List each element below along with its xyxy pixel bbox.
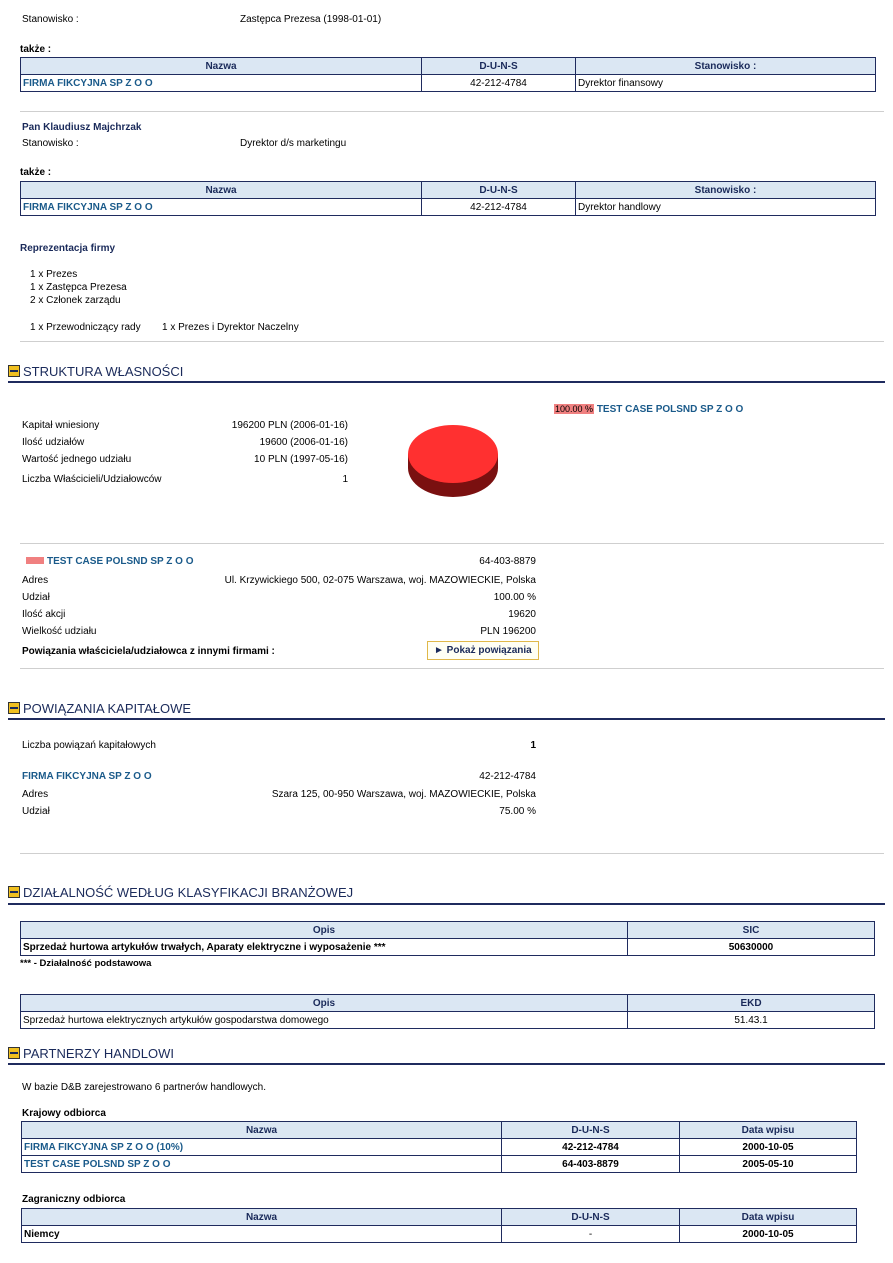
col-header-duns: D-U-N-S — [422, 58, 576, 75]
company-link[interactable]: FIRMA FIKCYJNA SP Z O O — [21, 75, 422, 92]
legend-company-link[interactable]: TEST CASE POLSND SP Z O O — [596, 404, 744, 415]
table-header-row — [22, 1209, 857, 1226]
detail-label: Udział — [22, 592, 50, 603]
col-header-name: Nazwa — [22, 1122, 502, 1139]
duns-cell: 42-212-4784 — [502, 1139, 680, 1156]
date-cell: 2005-05-10 — [680, 1156, 857, 1173]
section-title-text: POWIĄZANIA KAPITAŁOWE — [23, 701, 192, 716]
partners-intro: W bazie D&B zarejestrowano 6 partnerów handlowych. — [22, 1082, 267, 1093]
detail-value: 75.00 % — [499, 806, 536, 817]
col-header-position: Stanowisko : — [576, 58, 876, 75]
divider — [20, 543, 884, 544]
table-row — [21, 199, 876, 216]
section-industry-title[interactable] — [8, 885, 353, 900]
duns-cell: - — [502, 1226, 680, 1243]
col-header-duns: D-U-N-S — [422, 182, 576, 199]
capital-count-label: Liczba powiązań kapitałowych — [22, 740, 156, 751]
company-link[interactable]: FIRMA FIKCYJNA SP Z O O — [21, 199, 422, 216]
section-title-text: DZIAŁALNOŚĆ WEDŁUG KLASYFIKACJI BRANŻOWEJ — [23, 885, 354, 900]
representation-line: 1 x Przewodniczący rady — [30, 322, 141, 333]
table-row — [21, 1012, 875, 1029]
table-header-row — [22, 1122, 857, 1139]
table-row — [22, 1139, 857, 1156]
representation-line: 1 x Prezes i Dyrektor Naczelny — [162, 322, 299, 333]
col-header-duns: D-U-N-S — [502, 1122, 680, 1139]
capital-duns: 42-212-4784 — [479, 771, 536, 782]
legend-pct: 100.00 % — [555, 404, 594, 414]
col-header-date: Data wpisu — [680, 1209, 857, 1226]
description-cell: Sprzedaż hurtowa artykułów trwałych, Aparaty elektryczne i wyposażenie *** — [21, 939, 628, 956]
owner-duns: 64-403-8879 — [479, 556, 536, 567]
section-underline — [8, 1063, 885, 1065]
person2-also-label: także : — [20, 167, 52, 178]
person1-also-label: także : — [20, 44, 52, 55]
person2-name: Pan Klaudiusz Majchrzak — [22, 122, 142, 133]
duns-cell: 42-212-4784 — [422, 199, 576, 216]
col-header-description: Opis — [21, 995, 628, 1012]
date-cell: 2000-10-05 — [680, 1139, 857, 1156]
detail-value: PLN 196200 — [480, 626, 536, 637]
section-underline — [8, 381, 885, 383]
person2-also-table — [20, 181, 876, 216]
country-cell: Niemcy — [22, 1226, 502, 1243]
section-underline — [8, 718, 885, 720]
section-capital-title[interactable] — [8, 701, 191, 716]
section-partners-title[interactable] — [8, 1046, 174, 1061]
stat-label: Ilość udziałów — [22, 437, 85, 448]
col-header-name: Nazwa — [22, 1209, 502, 1226]
sic-cell: 50630000 — [628, 939, 875, 956]
stat-value: 19600 (2006-01-16) — [259, 437, 348, 448]
stat-label: Wartość jednego udziału — [22, 454, 132, 465]
date-cell: 2000-10-05 — [680, 1226, 857, 1243]
sic-table — [20, 921, 875, 956]
domestic-partners-table — [21, 1121, 857, 1173]
section-title-text: PARTNERZY HANDLOWI — [23, 1046, 174, 1061]
collapse-icon[interactable] — [8, 702, 20, 714]
ekd-table — [20, 994, 875, 1029]
detail-value: Szara 125, 00-950 Warszawa, woj. MAZOWIECKIE, Polska — [271, 789, 536, 800]
person2-position-label: Stanowisko : — [22, 138, 79, 149]
representation-title: Reprezentacja firmy — [20, 243, 116, 254]
detail-value: 100.00 % — [493, 592, 536, 603]
detail-label: Ilość akcji — [22, 609, 66, 620]
pie-legend — [554, 404, 743, 415]
detail-value: 19620 — [508, 609, 536, 620]
person1-position-value: Zastępca Prezesa (1998-01-01) — [240, 14, 382, 25]
table-header-row — [21, 995, 875, 1012]
owner-company-link[interactable]: TEST CASE POLSND SP Z O O — [47, 556, 194, 567]
ekd-cell: 51.43.1 — [628, 1012, 875, 1029]
detail-value: Ul. Krzywickiego 500, 02-075 Warszawa, woj. MAZOWIECKIE, Polska — [224, 575, 536, 586]
person1-also-table — [20, 57, 876, 92]
table-header-row — [21, 922, 875, 939]
divider — [20, 111, 884, 112]
col-header-date: Data wpisu — [680, 1122, 857, 1139]
partner-link[interactable]: FIRMA FIKCYJNA SP Z O O (10%) — [22, 1139, 502, 1156]
person2-position-value: Dyrektor d/s marketingu — [240, 138, 347, 149]
stat-label: Kapitał wniesiony — [22, 420, 100, 431]
partner-link[interactable]: TEST CASE POLSND SP Z O O — [22, 1156, 502, 1173]
pie-slice — [408, 425, 498, 483]
position-cell: Dyrektor handlowy — [576, 199, 876, 216]
col-header-description: Opis — [21, 922, 628, 939]
col-header-name: Nazwa — [21, 182, 422, 199]
col-header-ekd: EKD — [628, 995, 875, 1012]
foreign-title: Zagraniczny odbiorca — [22, 1194, 126, 1205]
duns-cell: 42-212-4784 — [422, 75, 576, 92]
stat-value: 196200 PLN (2006-01-16) — [231, 420, 348, 431]
links-label: Powiązania właściciela/udziałowca z innymi firmami : — [22, 646, 275, 657]
representation-line: 1 x Zastępca Prezesa — [30, 282, 127, 293]
primary-activity-note: *** - Działalność podstawowa — [20, 958, 152, 969]
stat-label: Liczba Właścicieli/Udziałowców — [22, 474, 162, 485]
share-color-bar — [26, 557, 44, 564]
section-underline — [8, 903, 885, 905]
stat-value: 10 PLN (1997-05-16) — [254, 454, 348, 465]
collapse-icon[interactable] — [8, 886, 20, 898]
divider — [20, 341, 884, 342]
table-header-row — [21, 182, 876, 199]
col-header-name: Nazwa — [21, 58, 422, 75]
divider — [20, 853, 884, 854]
duns-cell: 64-403-8879 — [502, 1156, 680, 1173]
ownership-pie-chart — [405, 418, 501, 498]
collapse-icon[interactable] — [8, 1047, 20, 1059]
representation-line: 1 x Prezes — [30, 269, 78, 280]
stat-value: 1 — [342, 474, 348, 485]
capital-company-link[interactable]: FIRMA FIKCYJNA SP Z O O — [22, 771, 152, 782]
representation-line: 2 x Członek zarządu — [30, 295, 121, 306]
table-row — [21, 939, 875, 956]
section-ownership-title[interactable] — [8, 364, 183, 379]
position-cell: Dyrektor finansowy — [576, 75, 876, 92]
person1-position-label: Stanowisko : — [22, 14, 79, 25]
col-header-sic: SIC — [628, 922, 875, 939]
section-title-text: STRUKTURA WŁASNOŚCI — [23, 364, 184, 379]
detail-label: Adres — [22, 575, 49, 586]
capital-count-value: 1 — [530, 740, 536, 751]
foreign-partners-table — [21, 1208, 857, 1243]
detail-label: Udział — [22, 806, 50, 817]
detail-label: Adres — [22, 789, 49, 800]
show-links-button[interactable]: ► Pokaż powiązania — [427, 641, 539, 660]
table-row — [22, 1156, 857, 1173]
col-header-position: Stanowisko : — [576, 182, 876, 199]
domestic-title: Krajowy odbiorca — [22, 1108, 106, 1119]
description-cell: Sprzedaż hurtowa elektrycznych artykułów gospodarstwa domowego — [21, 1012, 628, 1029]
table-row — [22, 1226, 857, 1243]
table-row — [21, 75, 876, 92]
divider — [20, 668, 884, 669]
collapse-icon[interactable] — [8, 365, 20, 377]
detail-label: Wielkość udziału — [22, 626, 97, 637]
col-header-duns: D-U-N-S — [502, 1209, 680, 1226]
table-header-row — [21, 58, 876, 75]
